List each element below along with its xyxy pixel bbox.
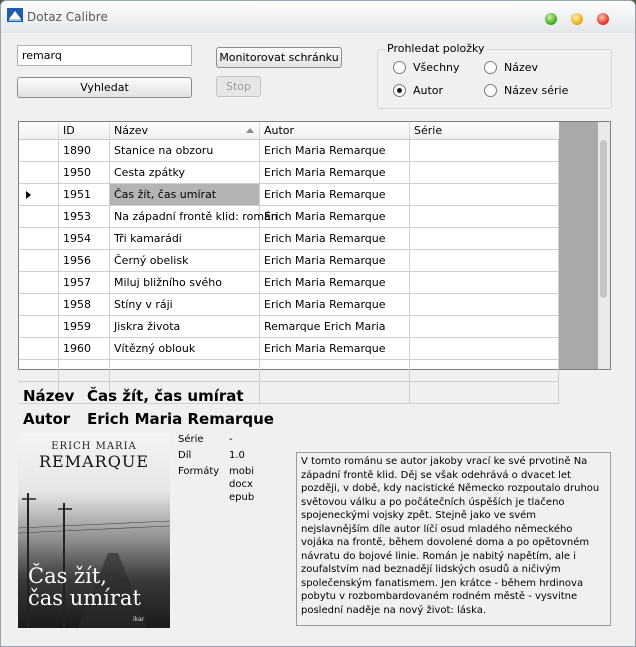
detail-title-label: Název — [23, 387, 75, 405]
monitor-clipboard-button[interactable]: Monitorovat schránku — [216, 47, 342, 68]
search-input[interactable] — [17, 45, 192, 66]
row-header[interactable] — [19, 316, 59, 337]
cell-id[interactable]: 1950 — [59, 162, 110, 183]
detail-author-label: Autor — [23, 410, 71, 428]
cell-id[interactable]: 1953 — [59, 206, 110, 227]
series-label: Série — [178, 434, 204, 445]
row-header[interactable] — [19, 338, 59, 359]
cell-series[interactable] — [410, 382, 559, 403]
radio-selected-dot — [397, 88, 402, 93]
table-row[interactable] — [19, 250, 559, 272]
cell-series[interactable] — [410, 250, 559, 271]
radio-series-title-label: Název série — [504, 84, 569, 97]
cell-title[interactable]: Miluj bližního svého — [110, 272, 260, 293]
detail-author-value: Erich Maria Remarque — [87, 410, 274, 428]
maximize-button[interactable] — [545, 13, 557, 25]
table-row[interactable] — [19, 316, 559, 338]
scrollbar-thumb[interactable] — [600, 140, 607, 298]
cell-title[interactable]: Stíny v ráji — [110, 294, 260, 315]
table-row[interactable] — [19, 206, 559, 228]
title-bar[interactable] — [1, 1, 635, 33]
row-header[interactable] — [19, 206, 59, 227]
table-row[interactable] — [19, 228, 559, 250]
radio-author-label: Autor — [413, 84, 444, 97]
cell-id[interactable]: 1957 — [59, 272, 110, 293]
cell-author[interactable] — [260, 360, 410, 381]
column-header-series[interactable]: Série — [414, 124, 443, 137]
series-value: - — [229, 434, 233, 445]
close-button[interactable] — [597, 13, 609, 25]
cover-title-line: Čas žít, — [28, 564, 107, 588]
cell-series[interactable] — [410, 338, 559, 359]
cell-id[interactable]: 1951 — [59, 184, 110, 205]
table-row[interactable] — [19, 272, 559, 294]
format-item: docx — [229, 479, 253, 490]
cell-author[interactable]: Remarque Erich Maria — [260, 316, 410, 337]
cell-series[interactable] — [410, 272, 559, 293]
cell-author[interactable]: Erich Maria Remarque — [260, 184, 410, 205]
search-scope-group — [377, 49, 612, 109]
cell-title[interactable]: Stanice na obzoru — [110, 140, 260, 161]
row-header[interactable] — [19, 360, 59, 381]
column-header-id[interactable]: ID — [59, 122, 110, 139]
book-cover-image — [18, 433, 170, 628]
grid-empty-area — [559, 122, 598, 369]
cell-author[interactable]: Erich Maria Remarque — [260, 250, 410, 271]
cover-author-last: REMARQUE — [39, 452, 149, 471]
cover-publisher: ikar — [133, 616, 145, 623]
table-row[interactable] — [19, 360, 559, 382]
results-grid[interactable] — [18, 121, 611, 370]
row-header[interactable] — [19, 250, 59, 271]
column-header-author[interactable]: Autor — [260, 122, 410, 139]
cell-author[interactable]: Erich Maria Remarque — [260, 140, 410, 161]
cell-id[interactable]: 1954 — [59, 228, 110, 249]
cell-author[interactable]: Erich Maria Remarque — [260, 162, 410, 183]
cell-series[interactable] — [410, 162, 559, 183]
row-header[interactable] — [19, 162, 59, 183]
row-header[interactable] — [19, 140, 59, 161]
cell-id[interactable] — [59, 360, 110, 381]
column-header-title[interactable]: Název — [110, 122, 260, 139]
radio-circle — [484, 84, 497, 97]
row-header-corner — [19, 122, 59, 139]
cell-title[interactable]: Na západní frontě klid: román — [110, 206, 260, 227]
cell-series[interactable] — [410, 206, 559, 227]
cell-author[interactable]: Erich Maria Remarque — [260, 228, 410, 249]
cell-id[interactable]: 1960 — [59, 338, 110, 359]
minimize-button[interactable] — [571, 13, 583, 25]
detail-title-value: Čas žít, čas umírat — [87, 387, 244, 405]
vertical-scrollbar[interactable] — [598, 122, 610, 369]
radio-circle — [484, 61, 497, 74]
format-item: epub — [229, 492, 255, 503]
cell-series[interactable] — [410, 316, 559, 337]
search-button[interactable]: Vyhledat — [17, 77, 192, 98]
cover-title-line: čas umírat — [28, 586, 141, 610]
cell-id[interactable]: 1956 — [59, 250, 110, 271]
radio-title-label: Název — [504, 61, 539, 74]
cell-id[interactable]: 1890 — [59, 140, 110, 161]
cell-title[interactable]: Cesta zpátky — [110, 162, 260, 183]
table-row[interactable] — [19, 184, 559, 206]
format-item: mobi — [229, 466, 254, 477]
table-row[interactable] — [19, 338, 559, 360]
cell-title[interactable] — [110, 360, 260, 381]
table-row[interactable] — [19, 294, 559, 316]
radio-circle — [393, 84, 406, 97]
cell-series[interactable] — [410, 228, 559, 249]
cell-author[interactable]: Erich Maria Remarque — [260, 338, 410, 359]
radio-circle — [393, 61, 406, 74]
row-header[interactable] — [19, 184, 59, 205]
row-header[interactable] — [19, 294, 59, 315]
cell-id[interactable]: 1959 — [59, 316, 110, 337]
cell-series[interactable] — [410, 360, 559, 381]
row-header[interactable] — [19, 228, 59, 249]
grid-header — [19, 122, 559, 140]
part-label: Díl — [178, 450, 192, 461]
cell-title[interactable]: Vítězný oblouk — [110, 338, 260, 359]
cover-title — [28, 565, 168, 609]
sort-ascending-icon — [246, 128, 254, 133]
cell-author[interactable] — [260, 382, 410, 403]
table-row[interactable] — [19, 140, 559, 162]
table-row[interactable] — [19, 162, 559, 184]
cover-author-first: ERICH MARIA — [51, 441, 137, 452]
stop-button: Stop — [216, 76, 261, 97]
window-title: Dotaz Calibre — [27, 10, 108, 24]
cell-title[interactable]: Černý obelisk — [110, 250, 260, 271]
cell-series[interactable] — [410, 140, 559, 161]
row-header[interactable] — [19, 272, 59, 293]
app-icon — [7, 8, 23, 22]
formats-label: Formáty — [178, 466, 220, 477]
current-row-arrow-icon — [26, 191, 31, 199]
cell-author[interactable]: Erich Maria Remarque — [260, 294, 410, 315]
cell-series[interactable] — [410, 184, 559, 205]
description-box[interactable]: V tomto románu se autor jakoby vrací ke své prvotině Na západní frontě klid. Děj se však odehrává o dvacet let později, v době, kdy nacistické Německo rozpoutalo druhou světovou válku a po počátečních úspěších je tlačeno spojeneckými vojsky zpět. Stejně jako ve svém nejslavnějším díle autor líčí osud mladého německého vojáka na frontě, během dovolené doma a po opětovném návratu do bojové linie. Román je nabitý napětím, ale i zoufalstvím nad beznadějí lidských osudů a ničivým společenským fanatismem. Jen krátce - během hrdinova pobytu v rozbombardovaném rodném městě - vysvitne poslední naděje na nový život: láska. — [296, 452, 611, 626]
cell-title[interactable]: Čas žít, čas umírat — [110, 184, 260, 205]
cell-series[interactable] — [410, 294, 559, 315]
cell-author[interactable]: Erich Maria Remarque — [260, 272, 410, 293]
part-value: 1.0 — [229, 450, 245, 461]
cell-author[interactable]: Erich Maria Remarque — [260, 206, 410, 227]
cell-title[interactable]: Jiskra života — [110, 316, 260, 337]
cell-title[interactable]: Tři kamarádi — [110, 228, 260, 249]
search-scope-title: Prohledat položky — [387, 42, 485, 55]
cell-id[interactable]: 1958 — [59, 294, 110, 315]
radio-all-label: Všechny — [413, 61, 460, 74]
